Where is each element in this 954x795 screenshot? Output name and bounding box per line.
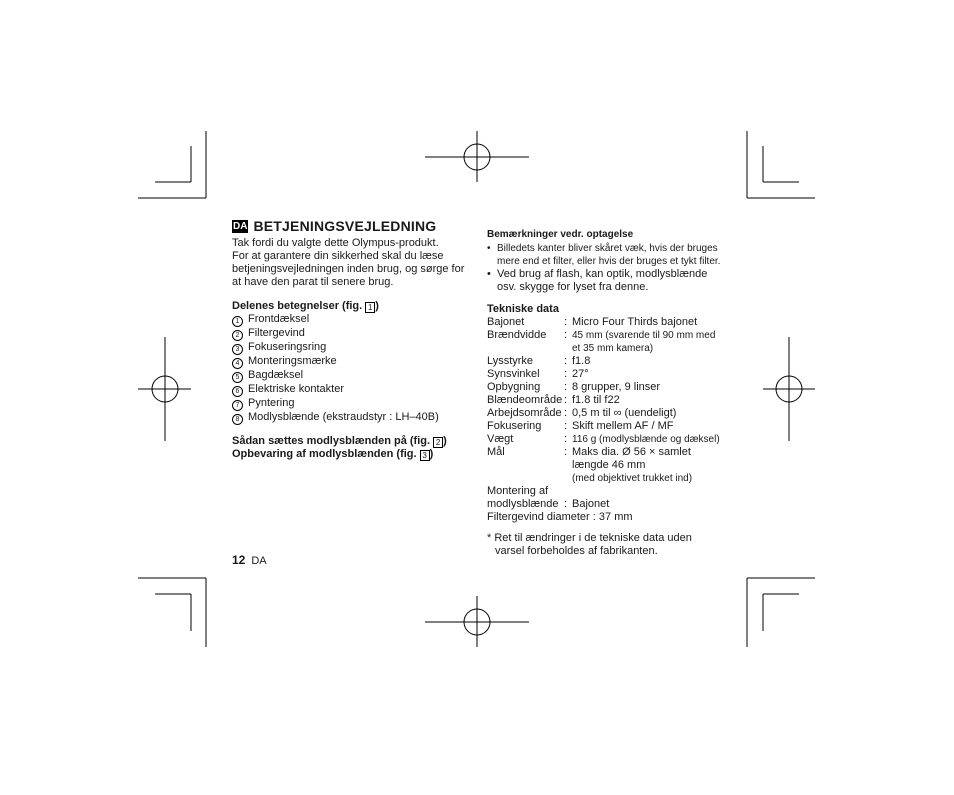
note-line: • Ved brug af flash, kan optik, modlysblænde — [497, 268, 708, 280]
list-item — [232, 355, 472, 369]
parts-heading-close: ) — [375, 300, 379, 312]
attach-hood-label: Sådan sættes modlysblænden på (fig. — [232, 435, 431, 447]
spec-value-text: 116 g (modlysblænde og dæksel) — [572, 434, 720, 445]
figure-number-box: 2 — [433, 437, 443, 448]
spec-value-text: Micro Four Thirds bajonet — [572, 316, 698, 328]
item-number-circle: 8 — [232, 414, 243, 425]
spec-separator: : — [564, 355, 568, 367]
notes-heading: Bemærkninger vedr. optagelse — [487, 229, 634, 240]
note-line: mere end et filter, eller hvis der bruges et tykt filter. — [497, 256, 721, 267]
spec-row — [487, 498, 747, 511]
page-number: 12 — [232, 553, 246, 567]
item-number-circle: 3 — [232, 344, 243, 355]
spec-separator: : — [564, 433, 568, 445]
spec-row — [487, 407, 747, 420]
item-number-circle: 2 — [232, 330, 243, 341]
store-hood-label: Opbevaring af modlysblænden (fig. — [232, 448, 417, 460]
item-label: Elektriske kontakter — [248, 383, 344, 395]
parts-heading — [232, 300, 472, 313]
spec-key: Lysstyrke — [487, 355, 534, 367]
spec-key: Brændvidde — [487, 329, 547, 341]
spec-value — [572, 381, 747, 394]
left-column — [232, 220, 472, 461]
intro-line: Tak fordi du valgte dette Olympus-produkt. — [232, 237, 439, 249]
list-item — [232, 369, 472, 383]
spec-key: Filtergevind diameter — [487, 511, 590, 523]
item-label: Fokuseringsring — [248, 341, 327, 353]
store-hood-heading — [232, 448, 472, 461]
spec-value — [572, 355, 747, 368]
parts-heading-label: Delenes betegnelser (fig. — [232, 300, 363, 312]
spec-separator: : — [564, 498, 568, 510]
footnote-line: varsel forbeholdes af fabrikanten. — [495, 545, 658, 557]
item-label: Pyntering — [248, 397, 295, 409]
registration-mark-top — [425, 131, 529, 182]
spec-row — [487, 355, 747, 368]
specs-table — [487, 316, 747, 524]
spec-value — [572, 407, 747, 420]
spec-value-text: (med objektivet trukket ind) — [572, 473, 693, 484]
spec-value — [572, 394, 747, 407]
list-item — [232, 397, 472, 411]
crop-mark-bottom-left — [138, 578, 206, 647]
parts-list — [232, 313, 472, 425]
item-label: Filtergevind — [248, 327, 305, 339]
spec-row — [487, 446, 747, 485]
spec-value-text: 0,5 m til ∞ (uendeligt) — [572, 407, 677, 419]
list-item — [487, 242, 747, 268]
spec-value — [572, 433, 747, 446]
spec-value-text: et 35 mm kamera) — [572, 343, 654, 354]
spec-row — [487, 368, 747, 381]
item-number-circle: 6 — [232, 386, 243, 397]
spec-separator: : — [592, 511, 596, 523]
right-column — [487, 228, 747, 558]
spec-row — [487, 329, 747, 355]
item-label: Frontdæksel — [248, 313, 310, 325]
item-label: Modlysblænde (ekstraudstyr : LH–40B) — [248, 411, 439, 423]
item-label: Bagdæksel — [248, 369, 304, 381]
list-item — [232, 383, 472, 397]
spec-row — [487, 433, 747, 446]
registration-mark-left — [138, 337, 191, 441]
spec-value-text: Skift mellem AF / MF — [572, 420, 674, 432]
spec-separator: : — [564, 407, 568, 419]
spec-value-text: f1.8 til f22 — [572, 394, 620, 406]
spec-key: Fokusering — [487, 420, 542, 432]
spec-row — [487, 394, 747, 407]
spec-value — [572, 420, 747, 433]
spec-key: Synsvinkel — [487, 368, 540, 380]
note-line: • Billedets kanter bliver skåret væk, hvis der bruges — [497, 243, 718, 254]
language-badge: DA — [233, 221, 248, 232]
spec-value — [572, 316, 747, 329]
spec-key: Montering af — [487, 485, 549, 497]
list-item — [232, 313, 472, 327]
spec-key: Arbejdsområde — [487, 407, 562, 419]
item-label: Monteringsmærke — [248, 355, 337, 367]
spec-key: Mål — [487, 446, 505, 458]
figure-number-box: 3 — [420, 450, 430, 461]
footnote — [487, 532, 747, 558]
spec-separator: : — [564, 368, 568, 380]
intro-paragraph — [232, 237, 472, 289]
item-number-circle: 4 — [232, 358, 243, 369]
list-item — [232, 327, 472, 341]
how-to-section — [232, 435, 472, 461]
spec-key: Bajonet — [487, 316, 525, 328]
spec-separator: : — [564, 394, 568, 406]
spec-value-text: 45 mm (svarende til 90 mm med — [572, 330, 716, 341]
spec-key: Blændeområde — [487, 394, 563, 406]
store-hood-close: ) — [429, 448, 434, 460]
spec-row — [487, 511, 747, 524]
spec-key: modlysblænde — [487, 498, 559, 510]
attach-hood-close: ) — [443, 435, 447, 447]
specs-heading: Tekniske data — [487, 303, 559, 315]
page-language: DA — [251, 555, 267, 567]
item-number-circle: 7 — [232, 400, 243, 411]
spec-value-text: Maks dia. Ø 56 × samlet — [572, 446, 691, 458]
spec-value — [572, 329, 747, 355]
spec-value — [572, 446, 747, 485]
footnote-line: * Ret til ændringer i de tekniske data uden — [487, 532, 692, 544]
spec-separator: : — [564, 381, 568, 393]
spec-separator: : — [564, 329, 568, 341]
spec-row — [487, 381, 747, 394]
spec-key: Vægt — [487, 433, 514, 445]
list-item — [232, 411, 472, 425]
item-number-circle: 5 — [232, 372, 243, 383]
crop-mark-top-right — [747, 131, 815, 198]
spec-row — [487, 420, 747, 433]
attach-hood-heading — [232, 435, 472, 448]
spec-value-text: 27° — [572, 368, 589, 380]
spec-separator: : — [564, 420, 568, 432]
spec-value: Bajonet — [572, 498, 610, 510]
spec-separator: : — [564, 446, 568, 458]
list-item — [232, 341, 472, 355]
intro-line: betjeningsvejledningen inden brug, og sørge for — [232, 263, 465, 275]
registration-mark-right — [763, 337, 815, 441]
intro-line: For at garantere din sikkerhed skal du læse — [232, 250, 444, 262]
item-number-circle: 1 — [232, 316, 243, 327]
section-heading — [232, 220, 472, 233]
spec-row — [487, 316, 747, 329]
crop-mark-top-left — [138, 131, 206, 198]
page-footer — [232, 553, 267, 567]
registration-mark-bottom — [425, 596, 529, 647]
spec-value-text: længde 46 mm — [572, 459, 646, 471]
spec-value — [572, 368, 747, 381]
spec-value: 37 mm — [598, 511, 633, 523]
note-line: osv. skygge for lyset fra denne. — [497, 281, 649, 293]
spec-value-text: f1.8 — [572, 355, 591, 367]
spec-key: Opbygning — [487, 381, 541, 393]
list-item — [487, 268, 747, 294]
notes-list — [487, 242, 747, 294]
intro-line: at have den parat til senere brug. — [232, 276, 394, 288]
crop-mark-bottom-right — [747, 578, 815, 647]
figure-number-box: 1 — [365, 302, 375, 313]
spec-value-text: 8 grupper, 9 linser — [572, 381, 661, 393]
page-title: BETJENINGSVEJLEDNING — [253, 218, 437, 234]
spec-separator: : — [564, 316, 568, 328]
